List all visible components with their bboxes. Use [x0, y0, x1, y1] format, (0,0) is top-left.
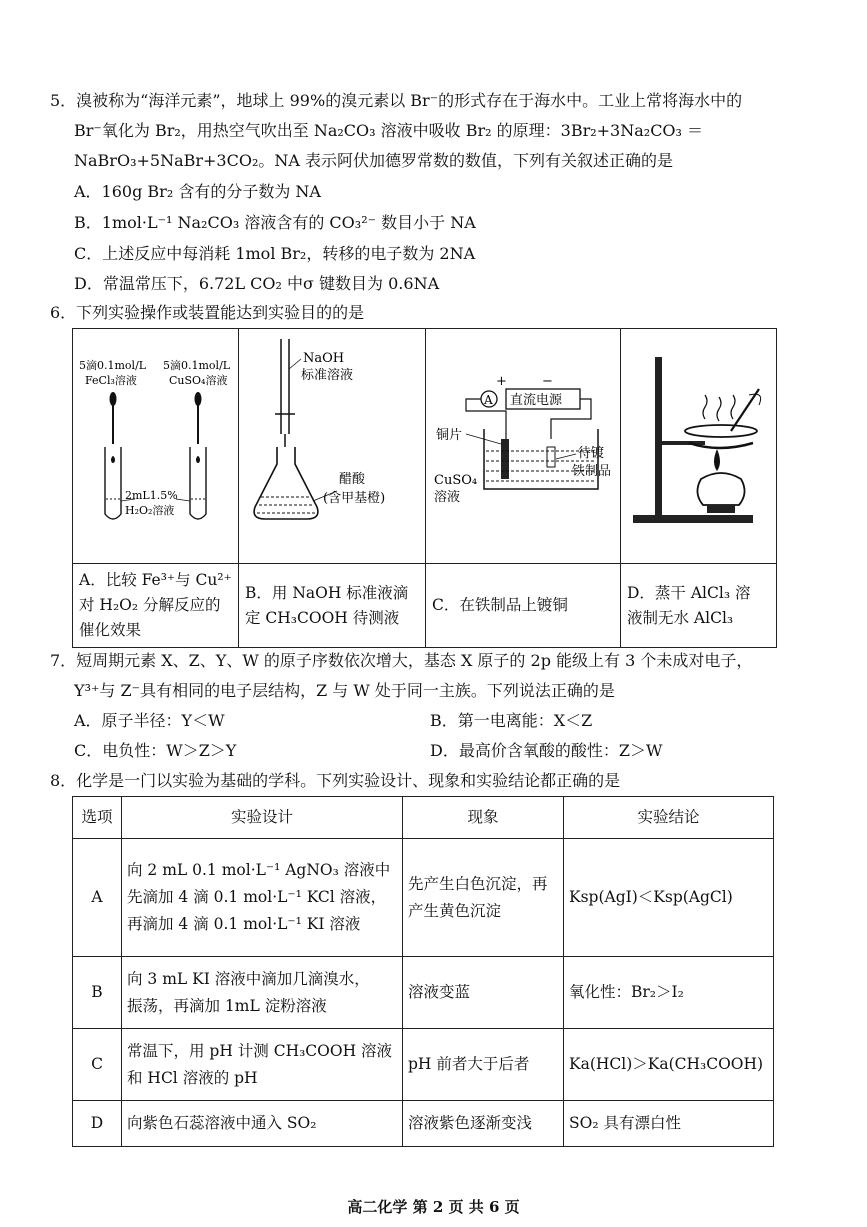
row-phenomenon-line: 产生黄色沉淀	[408, 901, 502, 920]
row-design-line: 向 2 mL 0.1 mol·L⁻¹ AgNO₃ 溶液中	[127, 861, 391, 879]
row-option: C	[73, 1029, 122, 1101]
row-phenomenon	[403, 957, 564, 1029]
fig-b-label-acid-1: 醋酸	[339, 472, 366, 487]
fig-c-solution-2: 溶液	[434, 490, 461, 505]
q5-stem-line2: Br⁻氧化为 Br₂，用热空气吹出至 Na₂CO₃ 溶液中吸收 Br₂ 的原理：3Br₂+3Na₂CO₃ ＝	[74, 121, 704, 140]
fig-c-solution-1: CuSO₄	[434, 473, 478, 488]
row-phenomenon-line: 溶液变蓝	[408, 983, 471, 1001]
table-row	[73, 839, 774, 957]
row-design	[122, 957, 403, 1029]
caption-d-line-2: 液制无水 AlCl₃	[627, 608, 734, 627]
fig-b-label-acid-2: (含甲基橙)	[323, 491, 386, 506]
fig-a-label-bottom-2: H₂O₂溶液	[125, 504, 175, 517]
row-design-line: 和 HCl 溶液的 pH	[127, 1068, 258, 1087]
figure-d-evaporation	[621, 329, 777, 564]
q6-figure-table	[72, 328, 777, 648]
row-conclusion: Ksp(AgI)＜Ksp(AgCl)	[564, 839, 774, 957]
q8-stem: 8．化学是一门以实验为基础的学科。下列实验设计、现象和实验结论都正确的是	[50, 771, 621, 790]
row-conclusion: SO₂ 具有漂白性	[564, 1101, 774, 1147]
row-design-line: 再滴加 4 滴 0.1 mol·L⁻¹ KI 溶液	[127, 915, 361, 933]
row-design	[122, 839, 403, 957]
row-phenomenon	[403, 1029, 564, 1101]
row-design	[122, 1101, 403, 1147]
row-phenomenon	[403, 1101, 564, 1147]
q7-option-b: B．第一电离能：X＜Z	[430, 711, 593, 730]
q7-stem-line2: Y³⁺与 Z⁻具有相同的电子层结构，Z 与 W 处于同一主族。下列说法正确的是	[74, 681, 615, 700]
q7-option-a: A．原子半径：Y＜W	[74, 711, 225, 730]
figure-c-electroplating	[426, 329, 621, 564]
q7-option-d: D．最高价含氧酸的酸性：Z＞W	[430, 741, 663, 760]
caption-d-line-1: D．蒸干 AlCl₃ 溶	[627, 583, 751, 602]
fig-c-plus: +	[496, 374, 507, 389]
q5-option-c: C．上述反应中每消耗 1mol Br₂，转移的电子数为 2NA	[74, 244, 476, 263]
caption-a-line-3: 催化效果	[79, 621, 142, 639]
fig-b-label-naoh-2: 标准溶液	[301, 368, 354, 383]
header-design: 实验设计	[122, 797, 403, 839]
caption-b-line-1: B．用 NaOH 标准液滴	[245, 583, 409, 602]
header-option: 选项	[73, 797, 122, 839]
fig-c-copper: 铜片	[436, 428, 463, 443]
caption-d	[621, 564, 777, 648]
fig-c-ammeter: A	[484, 393, 493, 407]
q6-stem: 6．下列实验操作或装置能达到实验目的的是	[50, 303, 365, 322]
fig-b-label-naoh-1: NaOH	[303, 351, 345, 366]
header-conclusion: 实验结论	[564, 797, 774, 839]
row-design	[122, 1029, 403, 1101]
caption-a-line-1: A．比较 Fe³⁺与 Cu²⁺	[79, 571, 232, 589]
caption-b	[239, 564, 426, 648]
table-row	[73, 1101, 774, 1147]
fig-a-label-left-1: 5滴0.1mol/L	[79, 359, 147, 372]
q5-option-d: D．常温常压下，6.72L CO₂ 中σ 键数目为 0.6NA	[74, 274, 440, 293]
table-row	[73, 957, 774, 1029]
figure-a-test-tubes	[73, 329, 239, 564]
q5-stem-line3: NaBrO₃+5NaBr+3CO₂。NA 表示阿伏加德罗常数的数值，下列有关叙述正确的是	[74, 151, 674, 170]
row-conclusion: Ka(HCl)＞Ka(CH₃COOH)	[564, 1029, 774, 1101]
row-phenomenon-line: pH 前者大于后者	[408, 1055, 530, 1073]
row-phenomenon-line: 先产生白色沉淀，再	[408, 874, 548, 893]
caption-a-line-2: 对 H₂O₂ 分解反应的	[79, 596, 221, 614]
row-option: D	[73, 1101, 122, 1147]
row-phenomenon-line: 溶液紫色逐渐变浅	[408, 1114, 533, 1132]
table-row	[73, 1029, 774, 1101]
caption-c-line-1: C．在铁制品上镀铜	[432, 596, 568, 614]
fig-c-item-1: 待镀	[578, 446, 605, 461]
header-phenomenon: 现象	[403, 797, 564, 839]
row-phenomenon	[403, 839, 564, 957]
row-conclusion: 氧化性：Br₂＞I₂	[564, 957, 774, 1029]
fig-c-minus: −	[542, 374, 553, 389]
q7-stem-line1: 7．短周期元素 X、Z、Y、W 的原子序数依次增大，基态 X 原子的 2p 能级上有 3 个未成对电子，	[50, 651, 753, 670]
row-option: A	[73, 839, 122, 957]
row-design-line: 先滴加 4 滴 0.1 mol·L⁻¹ KCl 溶液，	[127, 888, 387, 906]
q7-option-c: C．电负性：W＞Z＞Y	[74, 741, 237, 760]
fig-a-label-left-2: FeCl₃溶液	[85, 374, 137, 387]
q5-option-b: B．1mol·L⁻¹ Na₂CO₃ 溶液含有的 CO₃²⁻ 数目小于 NA	[74, 213, 476, 232]
row-design-line: 向 3 mL KI 溶液中滴加几滴溴水，	[127, 969, 370, 988]
caption-a	[73, 564, 239, 648]
fig-c-item-2: 铁制品	[572, 464, 612, 479]
row-design-line: 振荡，再滴加 1mL 淀粉溶液	[127, 996, 327, 1015]
fig-a-label-right-1: 5滴0.1mol/L	[163, 359, 231, 372]
fig-a-label-right-2: CuSO₄溶液	[169, 374, 228, 387]
row-design-line: 常温下，用 pH 计测 CH₃COOH 溶液	[127, 1041, 393, 1060]
caption-b-line-2: 定 CH₃COOH 待测液	[245, 608, 400, 627]
fig-c-power: 直流电源	[510, 393, 563, 408]
page-footer: 高二化学 第 2 页 共 6 页	[347, 1198, 520, 1216]
q5-option-a: A．160g Br₂ 含有的分子数为 NA	[74, 182, 321, 201]
caption-c	[426, 564, 621, 648]
row-option: B	[73, 957, 122, 1029]
fig-a-label-bottom-1: 2mL1.5%	[125, 489, 178, 502]
q8-experiment-table	[72, 796, 774, 1147]
q5-stem-line1: 5．溴被称为“海洋元素”，地球上 99%的溴元素以 Br⁻的形式存在于海水中。工业上常将海水中的	[50, 91, 743, 110]
row-design-line: 向紫色石蕊溶液中通入 SO₂	[127, 1114, 317, 1132]
figure-b-titration	[239, 329, 426, 564]
